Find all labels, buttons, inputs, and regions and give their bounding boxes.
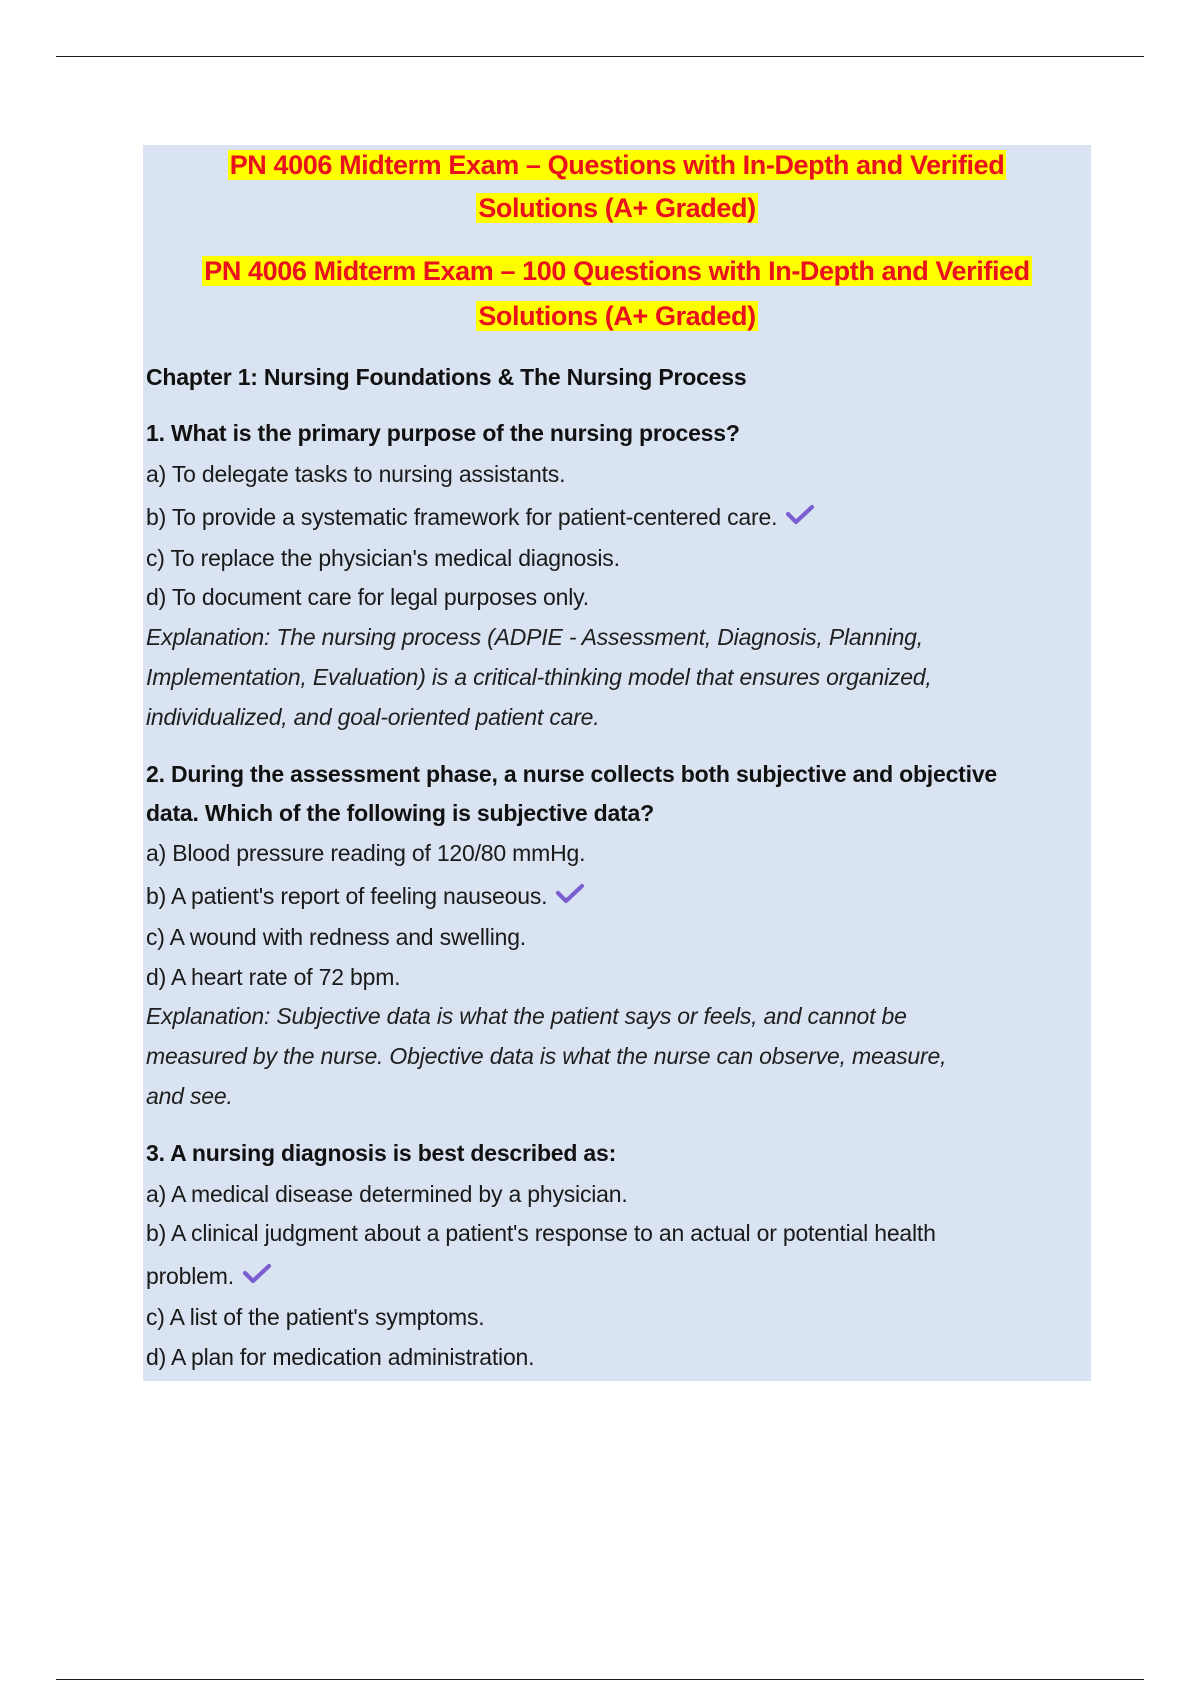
question-2-option-b <box>146 883 585 912</box>
question-2-text: data. Which of the following is subjective data? <box>146 800 654 826</box>
question-3-text: 3. A nursing diagnosis is best described as: <box>146 1140 617 1166</box>
question-1-explanation: individualized, and goal-oriented patient care. <box>146 704 600 730</box>
top-rule <box>56 56 1144 57</box>
check-icon <box>555 882 585 910</box>
option-text: problem. <box>146 1263 234 1289</box>
check-icon <box>785 503 815 531</box>
question-3-option-a: a) A medical disease determined by a physician. <box>146 1181 628 1207</box>
title-line: PN 4006 Midterm Exam – Questions with In-Depth and Verified <box>229 150 1005 180</box>
check-icon <box>242 1262 272 1290</box>
question-3-option-d: d) A plan for medication administration. <box>146 1344 535 1370</box>
question-1-text: 1. What is the primary purpose of the nursing process? <box>146 420 740 446</box>
question-1-explanation: Implementation, Evaluation) is a critical-thinking model that ensures organized, <box>146 664 932 690</box>
question-1-option-c: c) To replace the physician's medical diagnosis. <box>146 545 620 571</box>
question-1-option-b <box>146 504 815 533</box>
question-2-option-c: c) A wound with redness and swelling. <box>146 924 526 950</box>
question-3-option-b: b) A clinical judgment about a patient's response to an actual or potential health <box>146 1220 936 1246</box>
question-1-option-d: d) To document care for legal purposes only. <box>146 584 589 610</box>
question-2-option-d: d) A heart rate of 72 bpm. <box>146 964 401 990</box>
question-2-option-a: a) Blood pressure reading of 120/80 mmHg. <box>146 840 586 866</box>
question-2-explanation: and see. <box>146 1083 233 1109</box>
option-text: b) To provide a systematic framework for patient-centered care. <box>146 504 778 530</box>
question-3-option-b-continued <box>146 1263 272 1292</box>
question-1-option-a: a) To delegate tasks to nursing assistants. <box>146 461 566 487</box>
question-3-option-c: c) A list of the patient's symptoms. <box>146 1304 485 1330</box>
bottom-rule <box>56 1679 1144 1680</box>
title-line: Solutions (A+ Graded) <box>478 193 756 223</box>
title-line: PN 4006 Midterm Exam – 100 Questions with In-Depth and Verified <box>204 256 1030 286</box>
question-2-text: 2. During the assessment phase, a nurse collects both subjective and objective <box>146 761 998 787</box>
chapter-heading: Chapter 1: Nursing Foundations & The Nursing Process <box>146 364 747 390</box>
question-2-explanation: measured by the nurse. Objective data is what the nurse can observe, measure, <box>146 1043 947 1069</box>
title-line: Solutions (A+ Graded) <box>478 301 756 331</box>
question-2-explanation: Explanation: Subjective data is what the patient says or feels, and cannot be <box>146 1003 907 1029</box>
option-text: b) A patient's report of feeling nauseous. <box>146 883 548 909</box>
question-1-explanation: Explanation: The nursing process (ADPIE - Assessment, Diagnosis, Planning, <box>146 624 923 650</box>
